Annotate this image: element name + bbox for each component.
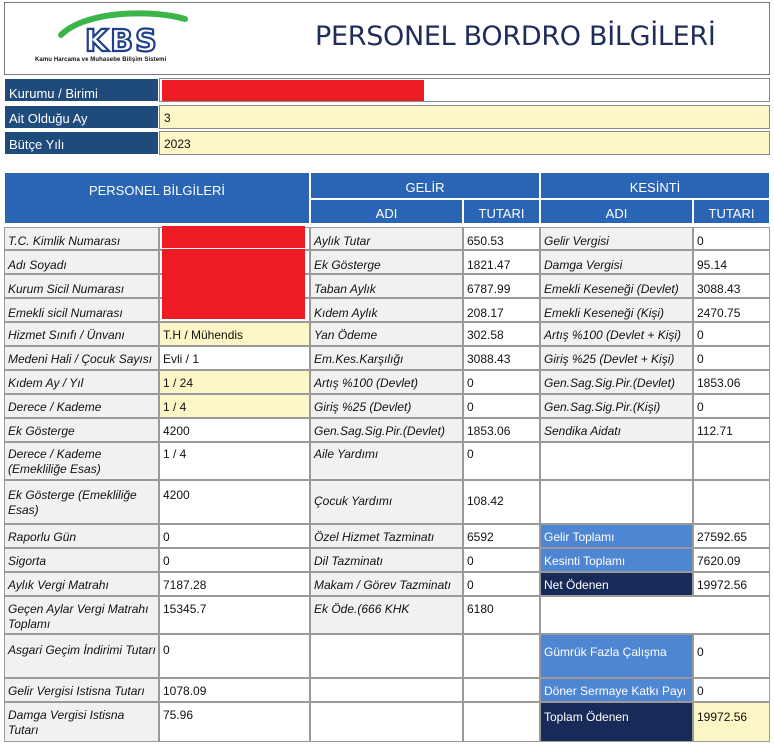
doner-label: Döner Sermaye Katkı Payı <box>540 678 693 702</box>
personel-value: 0 <box>159 524 310 548</box>
empty-cell <box>540 596 770 634</box>
toplam-odenen-value: 19972.56 <box>693 702 770 742</box>
personel-value: 4200 <box>159 480 310 524</box>
page-header <box>4 2 770 75</box>
gelir-label: Çocuk Yardımı <box>310 480 463 524</box>
kesinti-value: 3088.43 <box>693 274 770 298</box>
kesinti-value: 95.14 <box>693 250 770 274</box>
yil-label: Bütçe Yılı <box>4 131 159 155</box>
kesinti-value: 2470.75 <box>693 298 770 322</box>
kesinti-value: 0 <box>693 346 770 370</box>
gelir-value: 650.53 <box>463 227 540 250</box>
gelir-label: Makam / Görev Tazminatı <box>310 572 463 596</box>
personel-value: 4200 <box>159 418 310 442</box>
empty-cell <box>540 480 693 524</box>
personel-value: 15345.7 <box>159 596 310 634</box>
gelir-value: 0 <box>463 394 540 418</box>
personel-value: 1078.09 <box>159 678 310 702</box>
kesinti-label: Gelir Vergisi <box>540 227 693 250</box>
gelir-label: Özel Hizmet Tazminatı <box>310 524 463 548</box>
kesinti-value: 0 <box>693 394 770 418</box>
gelir-label: Aile Yardımı <box>310 442 463 480</box>
personel-value <box>159 227 310 250</box>
gelir-value: 0 <box>463 442 540 480</box>
personel-label: Aylık Vergi Matrahı <box>4 572 159 596</box>
gelir-value: 208.17 <box>463 298 540 322</box>
empty-cell <box>693 480 770 524</box>
gelir-label: Dil Tazminatı <box>310 548 463 572</box>
gelir-header: GELİR <box>310 172 540 199</box>
personel-label: Geçen Aylar Vergi Matrahı Toplamı <box>4 596 159 634</box>
personel-label: Kurum Sicil Numarası <box>4 274 159 298</box>
personel-value: Evli / 1 <box>159 346 310 370</box>
gelir-toplami-value: 27592.65 <box>693 524 770 548</box>
personel-value: 1 / 24 <box>159 370 310 394</box>
gelir-label: Ek Öde.(666 KHK <box>310 596 463 634</box>
personel-label: Kıdem Ay / Yıl <box>4 370 159 394</box>
personel-label: Gelir Vergisi Istisna Tutarı <box>4 678 159 702</box>
personel-value: 75.96 <box>159 702 310 742</box>
gelir-value: 0 <box>463 572 540 596</box>
kesinti-label: Damga Vergisi <box>540 250 693 274</box>
empty-cell <box>540 442 693 480</box>
gelir-value: 6180 <box>463 596 540 634</box>
gelir-value: 0 <box>463 548 540 572</box>
gelir-value: 6787.99 <box>463 274 540 298</box>
kurum-label: Kurumu / Birimi <box>4 78 159 102</box>
kesinti-label: Gen.Sag.Sig.Pir.(Devlet) <box>540 370 693 394</box>
gumruk-label: Gümrük Fazla Çalışma <box>540 634 693 678</box>
personel-label: Medeni Hali / Çocuk Sayısı <box>4 346 159 370</box>
empty-cell <box>310 634 463 678</box>
redaction-block <box>162 226 305 248</box>
gelir-label: Artış %100 (Devlet) <box>310 370 463 394</box>
kesinti-label: Emekli Keseneği (Kişi) <box>540 298 693 322</box>
personel-label: Adı Soyadı <box>4 250 159 274</box>
doner-value: 0 <box>693 678 770 702</box>
svg-text:KBS: KBS <box>85 24 159 57</box>
personel-value <box>159 298 310 322</box>
personel-value: 0 <box>159 634 310 678</box>
gelir-toplami-label: Gelir Toplamı <box>540 524 693 548</box>
personel-label: Ek Gösterge <box>4 418 159 442</box>
personel-label: Damga Vergisi Istisna Tutarı <box>4 702 159 742</box>
kesinti-label: Emekli Keseneği (Devlet) <box>540 274 693 298</box>
redaction-block <box>162 297 305 319</box>
redaction-block <box>162 249 305 273</box>
gelir-value: 6592 <box>463 524 540 548</box>
personel-value: T.H / Mühendis <box>159 322 310 346</box>
empty-cell <box>310 678 463 702</box>
gelir-value: 302.58 <box>463 322 540 346</box>
gelir-value: 0 <box>463 370 540 394</box>
gelir-label: Em.Kes.Karşılığı <box>310 346 463 370</box>
toplam-odenen-label: Toplam Ödenen <box>540 702 693 742</box>
gelir-label: Gen.Sag.Sig.Pir.(Devlet) <box>310 418 463 442</box>
net-odenen-value: 19972.56 <box>693 572 770 596</box>
gelir-value: 1821.47 <box>463 250 540 274</box>
kesinti-label: Gen.Sag.Sig.Pir.(Kişi) <box>540 394 693 418</box>
logo-caption: Kamu Harcama ve Muhasebe Bilişim Sistemi <box>35 57 167 63</box>
personel-value: 0 <box>159 548 310 572</box>
kesinti-value: 0 <box>693 227 770 250</box>
gelir-label: Giriş %25 (Devlet) <box>310 394 463 418</box>
empty-cell <box>693 442 770 480</box>
personel-label: Ek Gösterge (Emekliliğe Esas) <box>4 480 159 524</box>
empty-cell <box>463 678 540 702</box>
redaction-block <box>162 273 305 297</box>
gelir-label: Ek Gösterge <box>310 250 463 274</box>
yil-value: 2023 <box>159 131 770 155</box>
gumruk-value: 0 <box>693 634 770 678</box>
ay-value: 3 <box>159 105 770 129</box>
kesinti-toplami-value: 7620.09 <box>693 548 770 572</box>
gelir-tutari-header: TUTARI <box>463 199 540 224</box>
empty-cell <box>463 634 540 678</box>
kesinti-label: Giriş %25 (Devlet + Kişi) <box>540 346 693 370</box>
personel-label: Sigorta <box>4 548 159 572</box>
kesinti-value: 1853.06 <box>693 370 770 394</box>
kesinti-value: 112.71 <box>693 418 770 442</box>
kesinti-label: Sendika Aidatı <box>540 418 693 442</box>
page-title: PERSONEL BORDRO BİLGİLERİ <box>315 21 716 52</box>
gelir-label: Yan Ödeme <box>310 322 463 346</box>
personel-label: Hizmet Sınıfı / Ünvanı <box>4 322 159 346</box>
net-odenen-label: Net Ödenen <box>540 572 693 596</box>
kesinti-header: KESİNTİ <box>540 172 770 199</box>
gelir-value: 3088.43 <box>463 346 540 370</box>
kesinti-toplami-label: Kesinti Toplamı <box>540 548 693 572</box>
empty-cell <box>463 702 540 742</box>
personel-label: Emekli sicil Numarası <box>4 298 159 322</box>
redaction-block <box>162 80 424 101</box>
personel-label: T.C. Kimlik Numarası <box>4 227 159 250</box>
personel-value: 1 / 4 <box>159 394 310 418</box>
personel-value <box>159 274 310 298</box>
personel-label: Raporlu Gün <box>4 524 159 548</box>
personel-label: Derece / Kademe <box>4 394 159 418</box>
empty-cell <box>310 702 463 742</box>
kesinti-adi-header: ADI <box>540 199 693 224</box>
ay-label: Ait Olduğu Ay <box>4 105 159 129</box>
kbs-logo <box>55 9 190 57</box>
gelir-label: Aylık Tutar <box>310 227 463 250</box>
kurum-value <box>159 78 770 102</box>
gelir-label: Taban Aylık <box>310 274 463 298</box>
personel-value <box>159 250 310 274</box>
gelir-value: 108.42 <box>463 480 540 524</box>
kesinti-label: Artış %100 (Devlet + Kişi) <box>540 322 693 346</box>
gelir-value: 1853.06 <box>463 418 540 442</box>
personel-value: 7187.28 <box>159 572 310 596</box>
personel-value: 1 / 4 <box>159 442 310 480</box>
personel-label: Asgari Geçim İndirimi Tutarı <box>4 634 159 678</box>
kesinti-value: 0 <box>693 322 770 346</box>
personel-header: PERSONEL BİLGİLERİ <box>4 172 310 224</box>
personel-label: Derece / Kademe (Emekliliğe Esas) <box>4 442 159 480</box>
gelir-adi-header: ADI <box>310 199 463 224</box>
kesinti-tutari-header: TUTARI <box>693 199 770 224</box>
gelir-label: Kıdem Aylık <box>310 298 463 322</box>
